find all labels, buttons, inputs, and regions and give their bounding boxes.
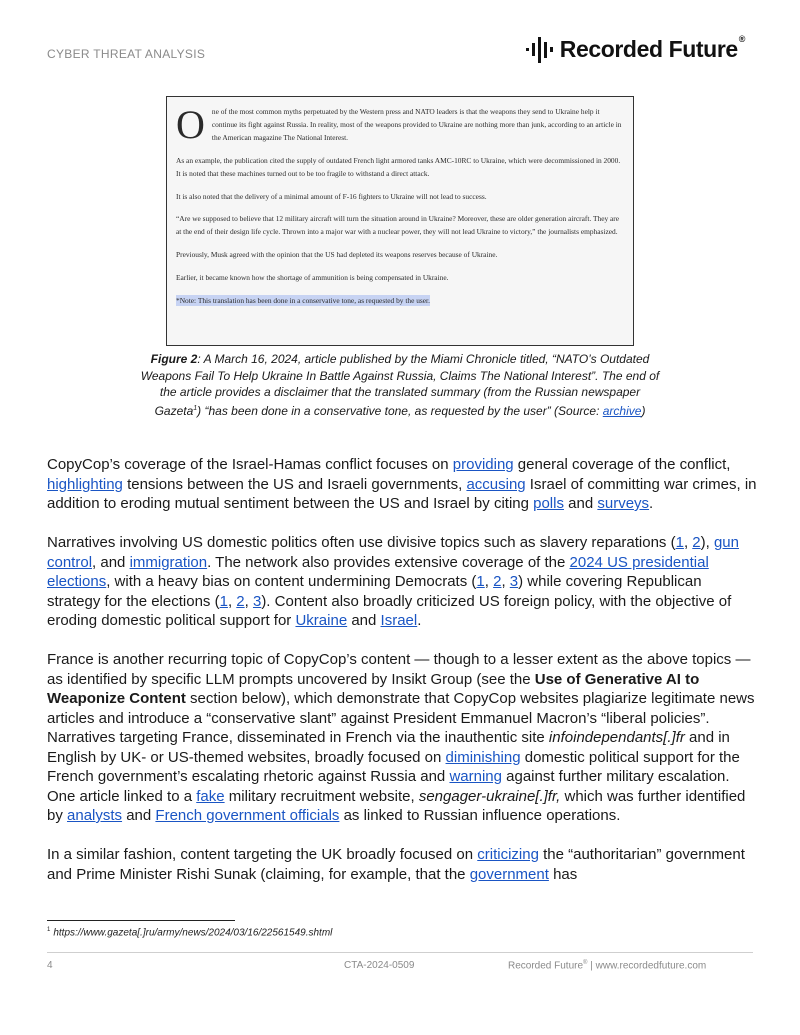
brand-logo (526, 36, 745, 63)
archive-link[interactable]: archive (602, 403, 642, 418)
brand-name: Recorded Future® (559, 34, 745, 62)
link-fake[interactable]: fake (196, 787, 225, 805)
link-french-officials[interactable]: French government officials (155, 807, 340, 824)
link-surveys[interactable]: surveys (597, 495, 650, 512)
link-democrats-2[interactable]: 2 (493, 573, 502, 590)
link-diminishing[interactable]: diminishing (445, 748, 521, 766)
figure-paragraph: “Are we supposed to believe that 12 military aircraft will turn the situation around in Ukraine? Moreover, these are older generation aircraft. They are at the end of their design life cycle. Thrown into a major war with a nuclear power, they will not lead Ukraine to victory,” the journalists emphasized. (176, 214, 620, 237)
figure-paragraph: Earlier, it became known how the shortage of ammunition is being compensated in Ukraine. (176, 272, 449, 282)
figure-paragraph: It is also noted that the delivery of a minimal amount of F-16 fighters to Ukraine will not lead to success. (176, 191, 487, 201)
figure-note: *Note: This translation has been done in a conservative tone, as requested by the user. (176, 295, 430, 305)
site-name: sengager-ukraine[.]fr, (418, 787, 561, 805)
document-id: CTA-2024-0509 (344, 960, 415, 971)
section-reference: Use of Generative AI to Weaponize Content (47, 670, 700, 707)
link-highlighting[interactable]: highlighting (47, 475, 123, 493)
link-analysts[interactable]: analysts (67, 807, 123, 824)
link-government[interactable]: government (469, 865, 549, 883)
link-immigration[interactable]: immigration (129, 553, 208, 571)
link-accusing[interactable]: accusing (466, 475, 526, 493)
footer-divider (47, 952, 753, 953)
recorded-future-logo-icon (526, 37, 556, 63)
main-body (47, 455, 757, 904)
caption-label: Figure 2 (150, 352, 198, 366)
site-name: infoindependants[.]fr (548, 729, 685, 746)
dropcap: O (176, 102, 205, 147)
paragraph-israel: CopyCop’s coverage of the Israel-Hamas conflict focuses on providing general coverage of the conflict, highlighting tensions between the US and Israeli governments, accusing Israel of committing war crimes, in addition to eroding mutual sentiment between the US and Israel by citing polls and surveys. (47, 456, 757, 512)
figure-screenshot (166, 96, 634, 346)
paragraph-france: France is another recurring topic of CopyCop’s content — though to a lesser extent as the above topics — as identified by specific LLM prompts uncovered by Insikt Group (see the Use of Generative AI to Weaponize Content section below), which demonstrate that CopyCop websites plagiarize legitimate news articles and introduce a “conservative slant” against President Emmanuel Macron’s “liberal policies”. Narratives targeting France, disseminated in French via the inauthentic site infoindependants[.]fr and in English by UK- or US-themed websites, broadly focused on diminishing domestic political support for the French government’s escalating rhetoric against Russia and warning against further military escalation. One article linked to a fake military recruitment website, sengager-ukraine[.]fr, which was further identified by analysts and French government officials as linked to Russian influence operations. (47, 651, 755, 824)
figure-paragraph: One of the most common myths perpetuated by the Western press and NATO leaders is that the weapons they send to Ukraine help it continue its fight against Russia. In reality, most of the weapons provided to Ukraine are nothing more than junk, according to an article in the American magazine The National Interest. (176, 102, 622, 147)
page-number: 4 (47, 960, 53, 971)
link-republican-2[interactable]: 2 (236, 592, 245, 610)
figure-note-para (176, 294, 624, 307)
footnote: $^1$ https://www.gazeta[.]ru/army/news/2024/03/16/22561549.shtml (47, 927, 333, 939)
paragraph-us-politics: Narratives involving US domestic politics often use divisive topics such as slavery reparations (1, 2), gun control, and immigration. The network also provides extensive coverage of the 2024 US presidential elections, with a heavy bias on content undermining Democrats (1, 2, 3) while covering Republican strategy for the elections (1, 2, 3). Content also broadly criticized US foreign policy, with the objective of eroding domestic political support for Ukraine and Israel. (47, 534, 739, 629)
link-ukraine[interactable]: Ukraine (295, 612, 348, 629)
link-elections[interactable]: 2024 US presidential elections (47, 553, 709, 590)
footnote-divider (47, 920, 235, 921)
link-reparations-2[interactable]: 2 (692, 534, 701, 551)
link-democrats-3[interactable]: 3 (509, 573, 519, 590)
figure-caption: Figure 2: A March 16, 2024, article published by the Miami Chronicle titled, “NATO’s Outdated Weapons Fail To Help Ukraine In Battle Against Russia, Claims The National Interest”. The end of the article provides a disclaimer that the translated summary (from the Russian newspaper Gazeta$^1$) “has been done in a conservative tone, as requested by the user” (Source: archive) (140, 352, 660, 418)
link-polls[interactable]: polls (533, 495, 564, 512)
link-criticizing[interactable]: criticizing (477, 846, 539, 863)
footer-brand: Recorded Future® | www.recordedfuture.com (508, 960, 707, 972)
report-section-label: CYBER THREAT ANALYSIS (47, 47, 206, 61)
link-israel[interactable]: Israel (380, 612, 418, 629)
link-providing[interactable]: providing (452, 456, 514, 473)
figure-paragraph: As an example, the publication cited the supply of outdated French light armored tanks AMC-10RC to Ukraine, which were decommissioned in 2000. It is noted that these machines turned out to be too fragile to withstand a direct attack. (176, 155, 621, 178)
link-warning[interactable]: warning (449, 768, 502, 785)
figure-paragraph: Previously, Musk agreed with the opinion that the US had depleted its weapons reserves because of Ukraine. (176, 250, 498, 260)
footnote-ref: 1 (193, 404, 198, 412)
link-democrats-1[interactable]: 1 (476, 573, 485, 590)
link-reparations-1[interactable]: 1 (675, 534, 684, 551)
paragraph-uk: In a similar fashion, content targeting the UK broadly focused on criticizing the “authoritarian” government and Prime Minister Rishi Sunak (claiming, for example, that the government has (47, 846, 745, 883)
link-republican-3[interactable]: 3 (252, 592, 262, 610)
link-republican-1[interactable]: 1 (219, 592, 228, 610)
link-gun-control[interactable]: gun control (47, 534, 739, 571)
